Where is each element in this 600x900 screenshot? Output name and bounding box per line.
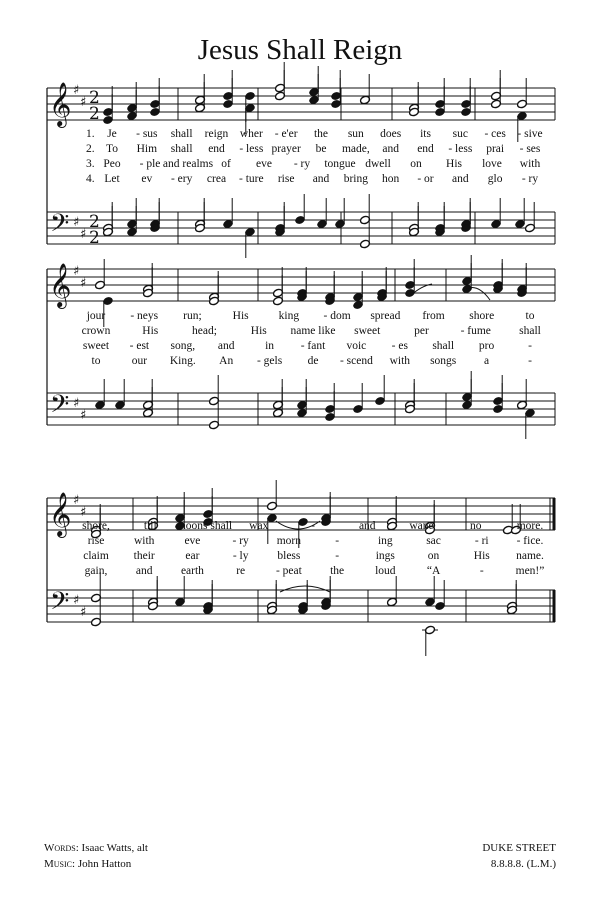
lyric-syllable: gain, (84, 565, 108, 577)
lyric-syllable: rise (87, 535, 105, 547)
lyric-syllable: - less (448, 143, 473, 155)
lyric-syllable: - (335, 550, 340, 562)
lyric-syllable: - (479, 565, 484, 577)
lyric-syllable: King. (169, 355, 196, 367)
lyric-syllable: ings (375, 550, 395, 562)
lyric-syllable: with (133, 535, 155, 547)
lyric-syllable: to (91, 355, 101, 367)
lyric-syllable: shall (170, 143, 193, 155)
lyric-syllable: the (313, 128, 329, 140)
lyric-syllable: - ry (232, 535, 249, 547)
lyric-syllable: shall (170, 128, 193, 140)
lyric-syllable: - fume (460, 325, 491, 337)
lyric-syllable: Him (136, 143, 158, 155)
treble-clef-icon: 𝄞 (49, 263, 72, 307)
lyric-syllable: - (335, 535, 340, 547)
final-barline (553, 590, 556, 622)
lyric-syllable: sweet (354, 325, 381, 337)
time-signature: 2 (89, 228, 100, 248)
lyric-syllable: our (131, 355, 148, 367)
lyric-syllable: - (311, 520, 315, 532)
lyric-syllable: Peo (103, 158, 121, 170)
lyric-syllable: - ple (139, 158, 161, 170)
verse-number: 2. (86, 143, 95, 155)
lyric-syllable: - es (391, 340, 408, 352)
time-signature: 2 (89, 88, 100, 108)
lyric-syllable: and (452, 173, 469, 185)
lyric-syllable: His (250, 325, 267, 337)
lyric-syllable: and realms (162, 158, 214, 170)
lyric-syllable: earth (180, 565, 204, 577)
lyric-syllable: more. (516, 520, 544, 532)
lyric-syllable: end (417, 143, 434, 155)
lyric-syllable: ing (377, 535, 393, 547)
lyric-syllable: wax (249, 520, 269, 532)
lyric-syllable: sac (426, 535, 441, 547)
lyric-syllable: - scend (339, 355, 373, 367)
lyric-syllable: - neys (130, 310, 159, 322)
treble-clef-icon: 𝄞 (49, 82, 72, 126)
lyric-syllable: “A (426, 565, 441, 577)
lyric-syllable: - dom (323, 310, 351, 322)
lyric-syllable: wane (409, 520, 434, 532)
hymn-title: Jesus Shall Reign (197, 34, 403, 66)
lyric-syllable: wher (239, 128, 263, 140)
lyric-syllable: be (315, 143, 327, 155)
lyric-syllable: Je (107, 128, 117, 140)
lyric-syllable: - fant (300, 340, 326, 352)
lyric-syllable: re (236, 565, 246, 577)
lyric-syllable: sun (347, 128, 364, 140)
tune-name: DUKE STREET (482, 842, 556, 854)
time-signature: 2 (89, 212, 100, 232)
lyric-syllable: His (446, 158, 462, 170)
lyric-syllable: run; (183, 310, 202, 322)
sharp-icon: ♯ (73, 593, 80, 608)
lyric-syllable: and (312, 173, 330, 185)
lyric-syllable: - less (239, 143, 264, 155)
lyric-syllable: with (389, 355, 411, 367)
lyric-syllable: pro (478, 340, 495, 352)
lyric-syllable: with (519, 158, 541, 170)
final-barline (553, 498, 556, 530)
sharp-icon: ♯ (73, 493, 80, 508)
lyric-syllable: and (135, 565, 153, 577)
lyric-syllable: - ry (521, 173, 539, 185)
lyric-syllable: men!” (515, 565, 545, 577)
lyric-syllable: - ly (232, 550, 249, 562)
lyric-syllable: to (525, 310, 535, 322)
lyric-syllable: His (473, 550, 490, 562)
bass-clef-icon: 𝄢 (50, 209, 70, 244)
lyric-syllable: To (106, 143, 118, 155)
lyric-syllable: moons shall (176, 520, 233, 532)
lyric-syllable: - ry (293, 158, 311, 170)
lyric-syllable: name like (290, 325, 336, 337)
lyric-syllable: name. (516, 550, 544, 562)
credits-tune (482, 840, 556, 872)
lyric-syllable: - gels (256, 355, 283, 367)
lyric-syllable: end (208, 143, 225, 155)
lyric-syllable: crown (81, 325, 111, 337)
music-credit: Music: John Hatton (44, 858, 132, 870)
lyric-syllable: - est (129, 340, 150, 352)
lyric-syllable: - ri (474, 535, 489, 547)
slur (280, 586, 330, 592)
treble-clef-icon: 𝄞 (49, 492, 72, 536)
lyric-syllable: song, (170, 340, 196, 352)
lyric-syllable: - ery (170, 173, 193, 185)
sharp-icon: ♯ (80, 505, 87, 520)
lyric-syllable: morn (276, 535, 302, 547)
sharp-icon: ♯ (73, 215, 80, 230)
sharp-icon: ♯ (73, 83, 80, 98)
lyric-syllable: love (482, 158, 502, 170)
lyric-syllable: - ces (484, 128, 506, 140)
lyric-syllable: prai (486, 143, 505, 155)
lyric-syllable: - (528, 340, 532, 352)
lyric-syllable: suc (452, 128, 468, 140)
lyric-syllable: from (422, 310, 445, 322)
lyric-syllable: rise (277, 173, 295, 185)
lyric-syllable: dwell (365, 158, 391, 170)
lyric-syllable: glo (487, 173, 503, 185)
lyric-syllable: and (217, 340, 235, 352)
lyric-syllable: ear (185, 550, 200, 562)
lyric-syllable: its (420, 128, 431, 140)
sharp-icon: ♯ (80, 227, 87, 242)
lyric-syllable: - sus (136, 128, 158, 140)
lyric-syllable: and (358, 520, 376, 532)
lyric-syllable: loud (375, 565, 396, 577)
lyric-syllable: reign (204, 128, 229, 140)
lyric-syllable: songs (430, 355, 457, 367)
lyric-syllable: eve (184, 535, 201, 547)
lyric-syllable: their (133, 550, 155, 562)
lyric-syllable: does (380, 128, 402, 140)
lyric-syllable: shore (469, 310, 495, 322)
lyric-syllable: shall (519, 325, 541, 337)
sharp-icon: ♯ (80, 408, 87, 423)
credits-words-music (44, 840, 148, 872)
lyric-syllable: voic (346, 340, 367, 352)
lyric-syllable: hon (382, 173, 400, 185)
lyric-syllable: king (278, 310, 300, 322)
sharp-icon: ♯ (73, 396, 80, 411)
lyric-syllable: made, (341, 143, 370, 155)
lyric-syllable: of (221, 158, 231, 170)
lyric-syllable: An (219, 355, 234, 367)
lyric-syllable: spread (370, 310, 401, 322)
lyric-syllable: no (470, 520, 482, 532)
lyric-syllable: shall (432, 340, 455, 352)
lyric-syllable: claim (83, 550, 109, 562)
lyric-syllable: head; (192, 325, 217, 337)
lyric-syllable: the (330, 565, 345, 577)
bass-clef-icon: 𝄢 (50, 390, 70, 425)
lyric-syllable: - e'er (274, 128, 298, 140)
lyric-syllable: bring (343, 173, 368, 185)
lyric-syllable: - ture (239, 173, 264, 185)
lyric-syllable: - fice. (516, 535, 544, 547)
lyric-syllable: and (382, 143, 399, 155)
lyric-syllable: bless (277, 550, 301, 562)
meter: 8.8.8.8. (L.M.) (490, 858, 556, 870)
lyric-syllable: till (143, 520, 157, 532)
lyric-syllable: prayer (271, 143, 301, 155)
verse-number: 3. (86, 158, 95, 170)
sharp-icon: ♯ (80, 605, 87, 620)
lyric-syllable: a (484, 355, 490, 367)
verse-number: 1. (86, 128, 95, 140)
lyric-syllable: jour (86, 310, 106, 322)
lyric-syllable: - peat (275, 565, 302, 577)
lyric-syllable: tongue (324, 158, 356, 170)
lyric-syllable: sweet (82, 340, 110, 352)
lyric-syllable: His (142, 325, 159, 337)
verse-number: 4. (86, 173, 95, 185)
sharp-icon: ♯ (80, 95, 87, 110)
lyric-syllable: on (427, 550, 440, 562)
lyric-syllable: per (414, 325, 429, 337)
lyric-syllable: on (410, 158, 422, 170)
lyric-syllable: - ses (519, 143, 541, 155)
bass-clef-icon: 𝄢 (50, 587, 70, 622)
lyric-syllable: crea (206, 173, 227, 185)
lyric-syllable: in (265, 340, 275, 352)
words-credit: Words: Isaac Watts, alt (44, 842, 148, 854)
lyric-syllable: eve (256, 158, 272, 170)
lyric-syllable: - sive (517, 128, 543, 140)
lyric-syllable: shore, (82, 520, 110, 532)
lyric-syllable: - or (417, 173, 434, 185)
lyric-syllable: ev (141, 173, 153, 185)
lyric-syllable: Let (104, 173, 120, 185)
sharp-icon: ♯ (80, 276, 87, 291)
lyric-syllable: de (307, 355, 319, 367)
time-signature: 2 (89, 104, 100, 124)
lyric-syllable: His (232, 310, 249, 322)
sharp-icon: ♯ (73, 264, 80, 279)
lyric-syllable: - (528, 355, 532, 367)
